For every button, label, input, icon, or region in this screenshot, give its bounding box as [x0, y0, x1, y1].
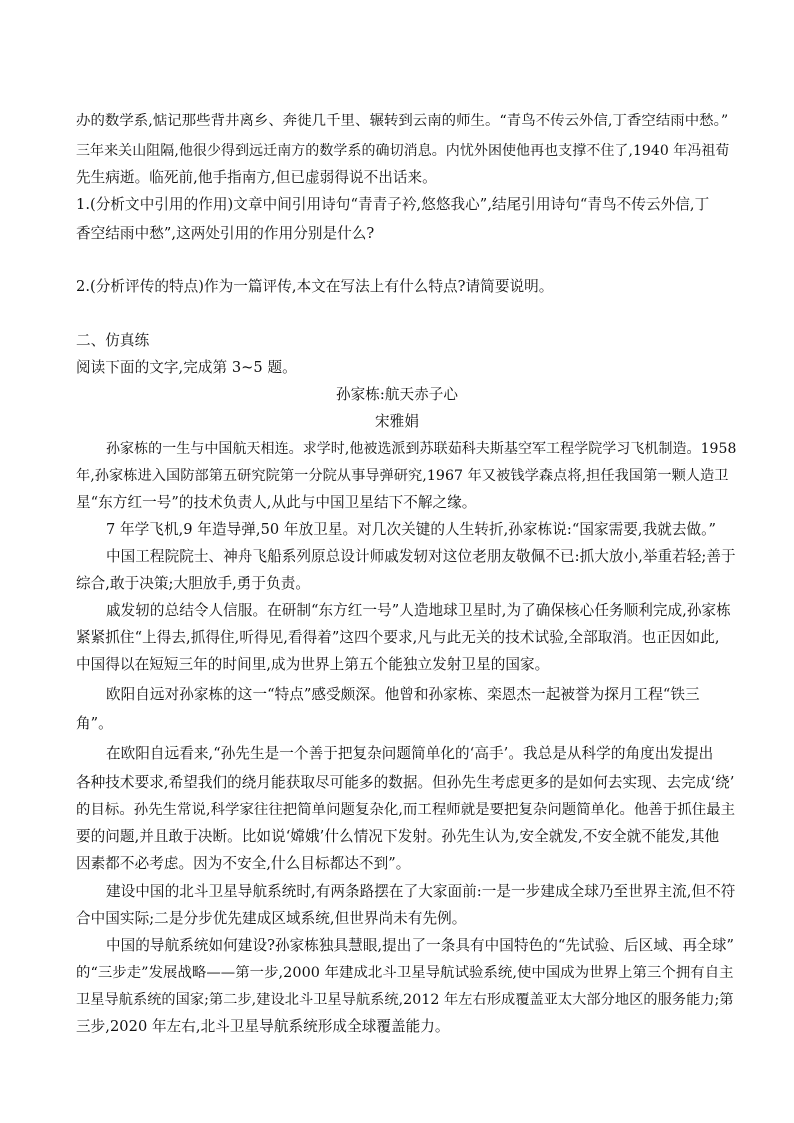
paragraph-line: 要的问题,并且敢于决断。比如说‘嫦娥’什么情况下发射。孙先生认为,安全就发,不安全就不能发,其他: [76, 828, 720, 845]
section-heading: 二、仿真练: [76, 332, 150, 349]
paragraph-line: 因素都不必考虑。因为不安全,什么目标都达不到”。: [76, 855, 411, 872]
paragraph-line: 欧阳自远对孙家栋的这一“特点”感受颇深。他曾和孙家栋、栾恩杰一起被誉为探月工程“铁三: [106, 686, 700, 703]
paragraph-line: 的目标。孙先生常说,科学家往往把简单问题复杂化,而工程师就是要把复杂问题简单化。他善于抓住最主: [76, 802, 736, 818]
paragraph-line: 角”。: [76, 715, 113, 732]
paragraph-line: 中国工程院院士、神舟飞船系列原总设计师戚发轫对这位老朋友敬佩不已:抓大放小,举重若轻;善于: [106, 548, 736, 565]
paragraph-line: 紧紧抓住“上得去,抓得住,听得见,看得着”这四个要求,凡与此无关的技术试验,全部取消。也正因如此,: [76, 629, 720, 646]
paragraph-line: 三步,2020 年左右,北斗卫星导航系统形成全球覆盖能力。: [76, 1018, 450, 1035]
question-2: 2.(分析评传的特点)作为一篇评传,本文在写法上有什么特点?请简要说明。: [76, 278, 554, 295]
paragraph-line: 孙家栋的一生与中国航天相连。求学时,他被选派到苏联茹科夫斯基空军工程学院学习飞机制造。1958: [106, 441, 737, 457]
paragraph-line: 在欧阳自远看来,“孙先生是一个善于把复杂问题简单化的‘高手’。我总是从科学的角度出发提出: [106, 745, 714, 762]
paragraph-line: 年,孙家栋进入国防部第五研究院第一分院从事导弹研究,1967 年又被钱学森点将,担任我国第一颗人造卫: [76, 468, 729, 484]
article-author: 宋雅娟: [375, 413, 419, 430]
paragraph-line: 戚发轫的总结令人信服。在研制“东方红一号”人造地球卫星时,为了确保核心任务顺利完成,孙家栋: [106, 602, 731, 619]
question-1-line: 香空结雨中愁”,这两处引用的作用分别是什么?: [76, 225, 375, 242]
paragraph-line: 卫星导航系统的国家;第二步,建设北斗卫星导航系统,2012 年左右形成覆盖亚太大部分地区的服务能力;第: [76, 992, 734, 1008]
question-1-line: 1.(分析文中引用的作用)文章中间引用诗句“青青子衿,悠悠我心”,结尾引用诗句“青鸟不传云外信,丁: [76, 196, 710, 213]
paragraph-line: 中国得以在短短三年的时间里,成为世界上第五个能独立发射卫星的国家。: [76, 656, 550, 673]
paragraph-line: 建设中国的北斗卫星导航系统时,有两条路摆在了大家面前:一是一步建成全球乃至世界主流,但不符: [106, 883, 736, 900]
reading-instruction: 阅读下面的文字,完成第 3~5 题。: [76, 359, 297, 376]
body-text-line: 办的数学系,惦记那些背井离乡、奔徙几千里、辗转到云南的师生。“青鸟不传云外信,丁香空结雨中愁。”: [76, 113, 729, 129]
paragraph-line: 各种技术要求,希望我们的绕月能获取尽可能多的数据。但孙先生考虑更多的是如何去实现、去完成‘绕’: [76, 774, 735, 791]
article-title: 孙家栋:航天赤子心: [335, 386, 459, 403]
paragraph-line: 中国的导航系统如何建设?孙家栋独具慧眼,提出了一条具有中国特色的“先试验、后区域、再全球”: [106, 937, 734, 954]
body-text-line: 先生病逝。临死前,他手指南方,但已虚弱得说不出话来。: [76, 169, 437, 186]
paragraph-line: 的“三步走”发展战略——第一步,2000 年建成北斗卫星导航试验系统,使中国成为世界上第三个拥有自主: [76, 965, 734, 981]
paragraph-line: 7 年学飞机,9 年造导弹,50 年放卫星。对几次关键的人生转折,孙家栋说:“国家需要,我就去做。”: [106, 521, 717, 538]
paragraph-line: 合中国实际;二是分步优先建成区域系统,但世界尚未有先例。: [76, 910, 467, 927]
paragraph-line: 星“东方红一号”的技术负责人,从此与中国卫星结下不解之缘。: [76, 494, 477, 511]
body-text-line: 三年来关山阻隔,他很少得到远迁南方的数学系的确切消息。内忧外困使他再也支撑不住了,1940 年冯祖荀: [76, 143, 730, 159]
paragraph-line: 综合,敢于决策;大胆放手,勇于负责。: [76, 575, 311, 592]
